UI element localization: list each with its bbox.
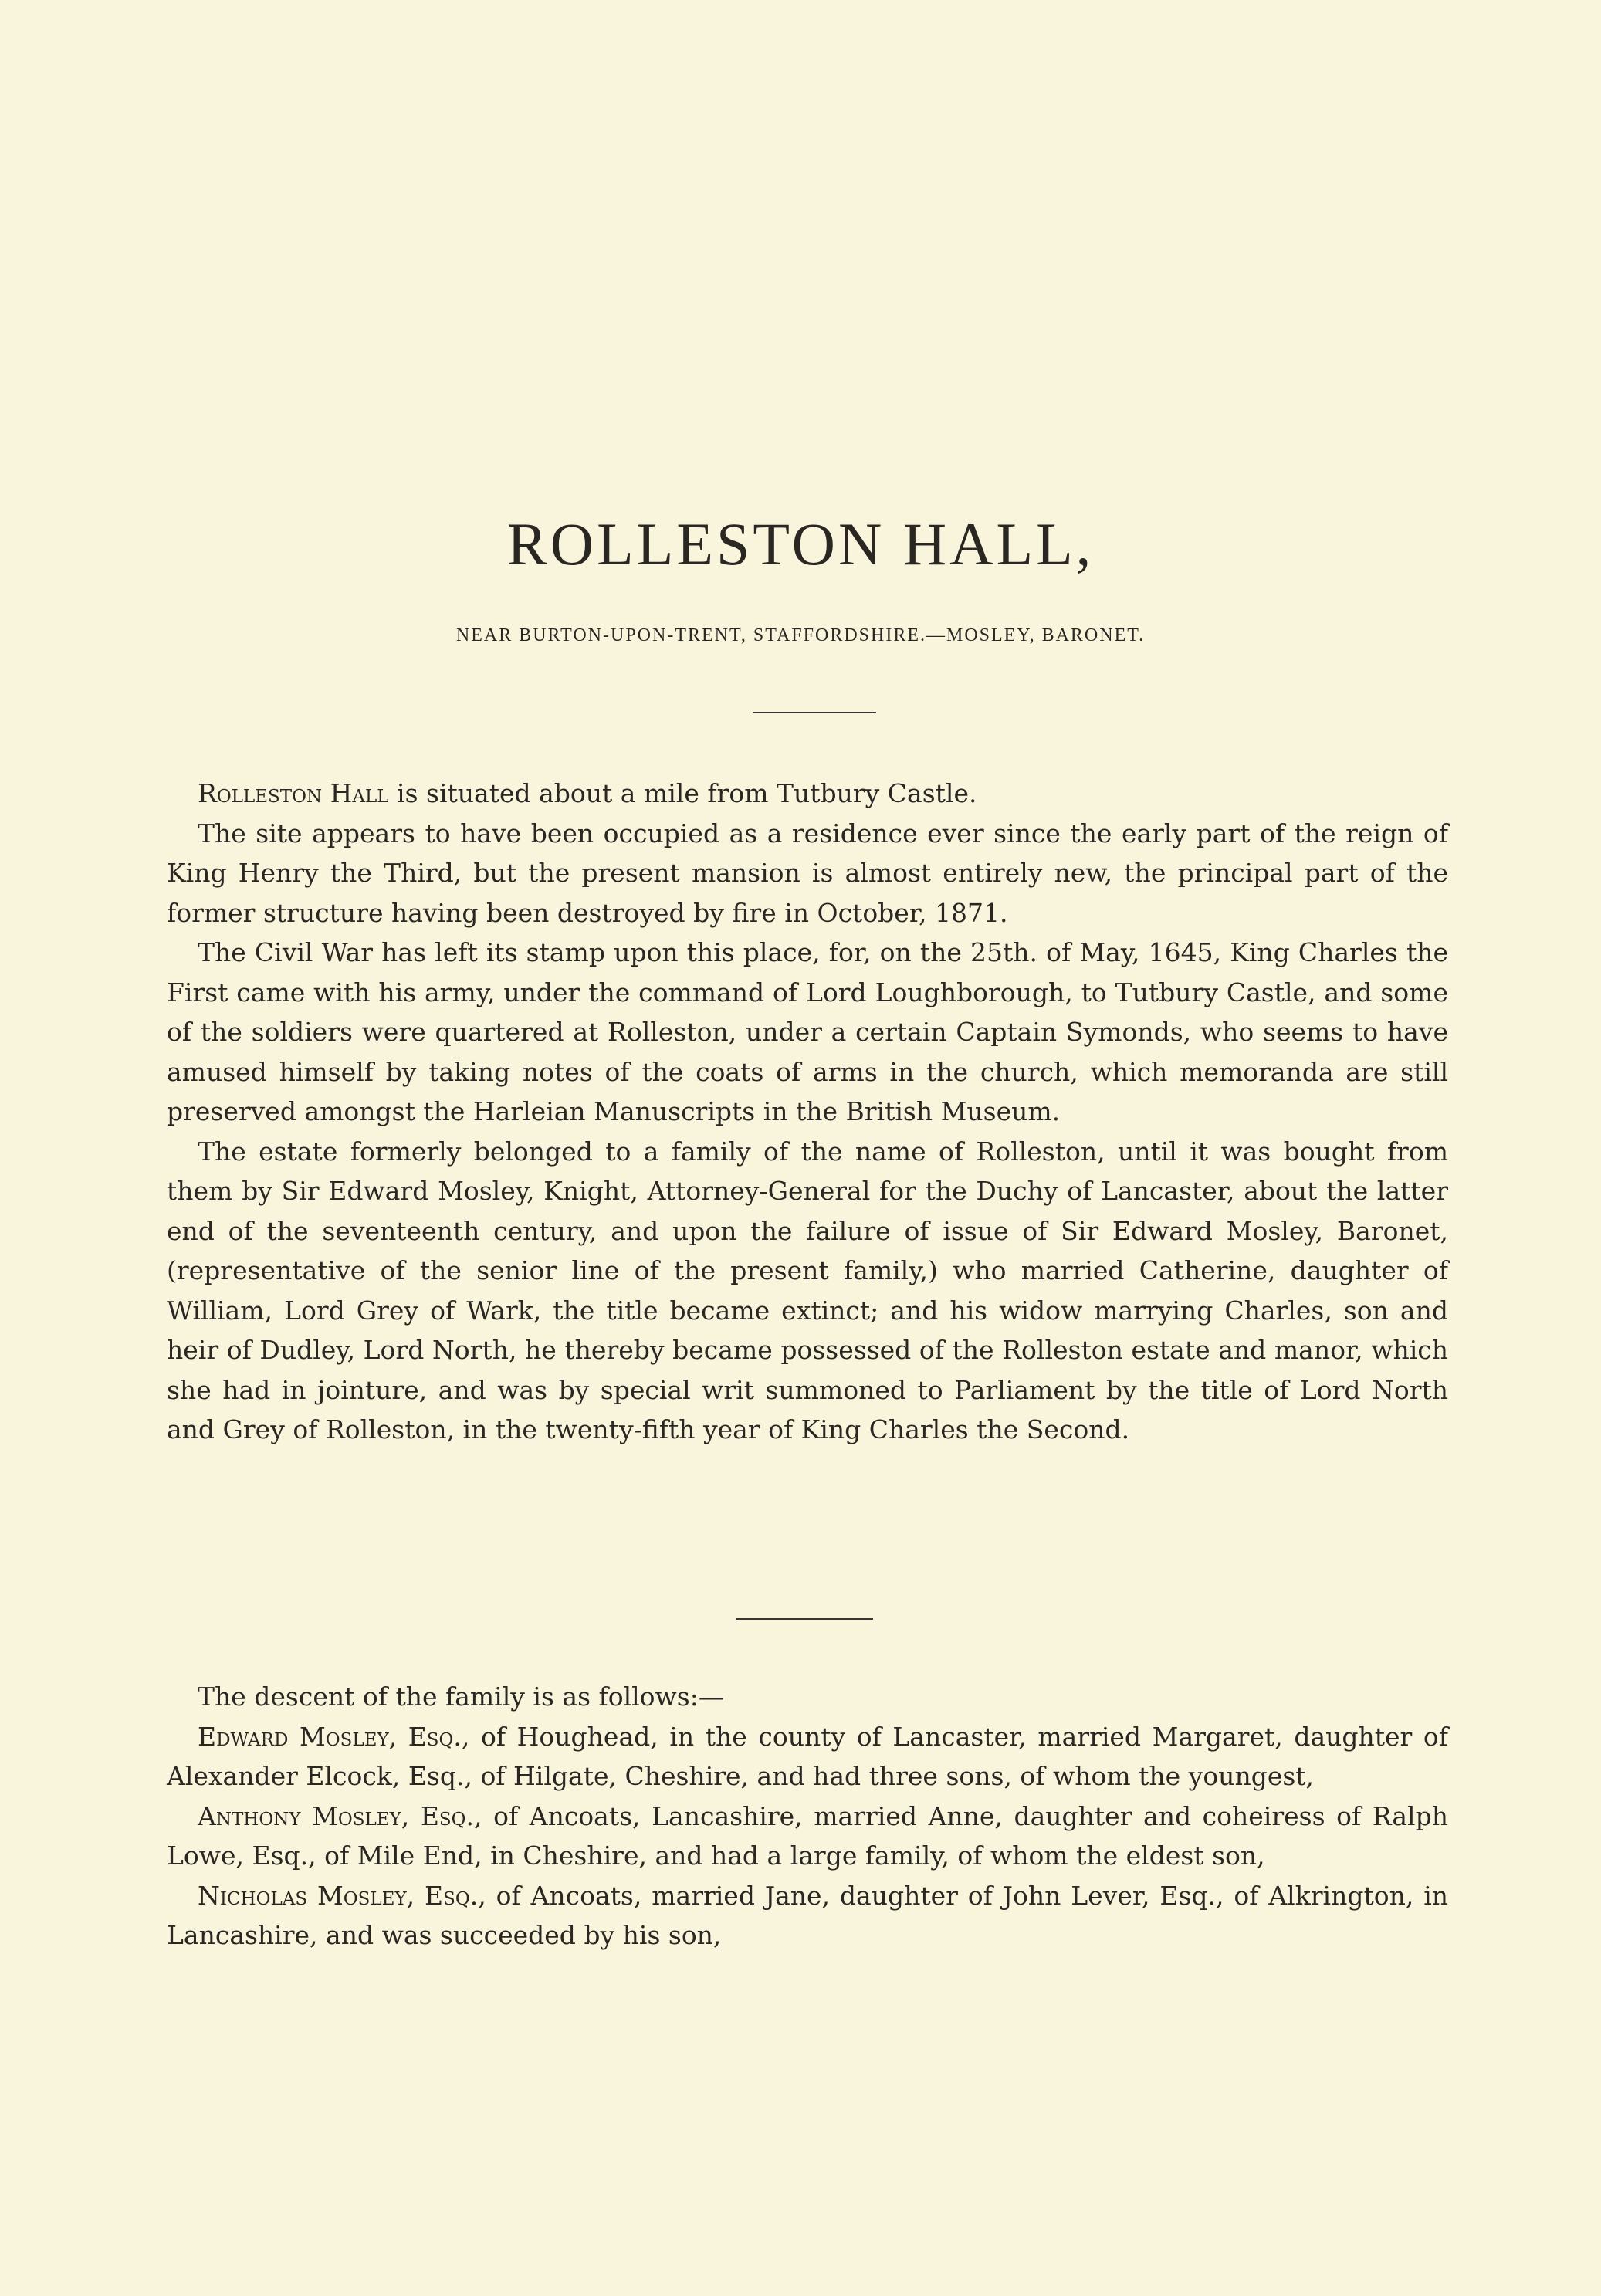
paragraph: The estate formerly belonged to a family of the name of Rolleston, until it was bought from them by Sir Edward Mosley, Knight, Attorney-General for the Duchy of Lancaster, about the latter end of the seventeenth century, and upon the failure of issue of Sir Edward Mosley, Baronet, (representative of the senior line of the present family,) who married Catherine, daughter of William, Lord Grey of Wark, the title became extinct; and his widow marrying Charles, son and heir of Dudley, Lord North, he thereby became possessed of the Rolleston estate and manor, which she had in jointure, and was by special writ summoned to Parliament by the title of Lord North and Grey of Rolleston, in the twenty-fifth year of King Charles the Second. <box>167 1136 1448 1444</box>
descent-intro: The descent of the family is as follows:— <box>198 1681 724 1712</box>
lead-name: Edward Mosley, Esq. <box>198 1721 462 1752</box>
paragraph: The site appears to have been occupied as a residence ever since the early part of the reign of King Henry the Third, but the present mansion is almost entirely new, the principal part of the former structure having been destroyed by fire in October, 1871. <box>167 818 1448 928</box>
paragraph-text: , of Ancoats, married Jane, daughter of John Lever, Esq., of Alkrington, in Lancashire, and was succeeded by his son, <box>167 1880 1449 1950</box>
lead-name: Anthony Mosley, Esq. <box>198 1800 475 1831</box>
lead-name: Nicholas Mosley, Esq. <box>198 1880 479 1911</box>
paragraph <box>167 774 1448 814</box>
page-subtitle: NEAR BURTON-UPON-TRENT, STAFFORDSHIRE.—MOSLEY, BARONET. <box>455 625 1146 645</box>
page-title: ROLLESTON HALL, <box>506 510 1095 577</box>
descent-entry <box>167 1797 1448 1876</box>
paragraph: The Civil War has left its stamp upon this place, for, on the 25th. of May, 1645, King Charles the First came with his army, under the command of Lord Loughborough, to Tutbury Castle, and some of the soldiers were quartered at Rolleston, under a certain Captain Symonds, who seems to have amused himself by taking notes of the coats of arms in the church, which memoranda are still preserved amongst the Harleian Manuscripts in the British Museum. <box>167 937 1448 1126</box>
paragraph-text: is situated about a mile from Tutbury Castle. <box>388 778 977 808</box>
paragraph-text: , of Ancoats, Lancashire, married Anne, daughter and coheiress of Ralph Lowe, Esq., of Mile End, in Cheshire, and had a large family, of whom the eldest son, <box>167 1800 1448 1871</box>
history-section <box>167 774 1448 1450</box>
lead-name: Rolleston Hall <box>198 778 389 808</box>
divider-rule <box>736 1618 873 1620</box>
descent-section <box>167 1677 1448 1956</box>
divider-rule <box>753 712 876 713</box>
descent-entry <box>167 1717 1448 1797</box>
descent-entry <box>167 1876 1448 1956</box>
paragraph-text: , of Houghead, in the county of Lancaster, married Margaret, daughter of Alexander Elcock, Esq., of Hilgate, Cheshire, and had three sons, of whom the youngest, <box>167 1721 1448 1791</box>
